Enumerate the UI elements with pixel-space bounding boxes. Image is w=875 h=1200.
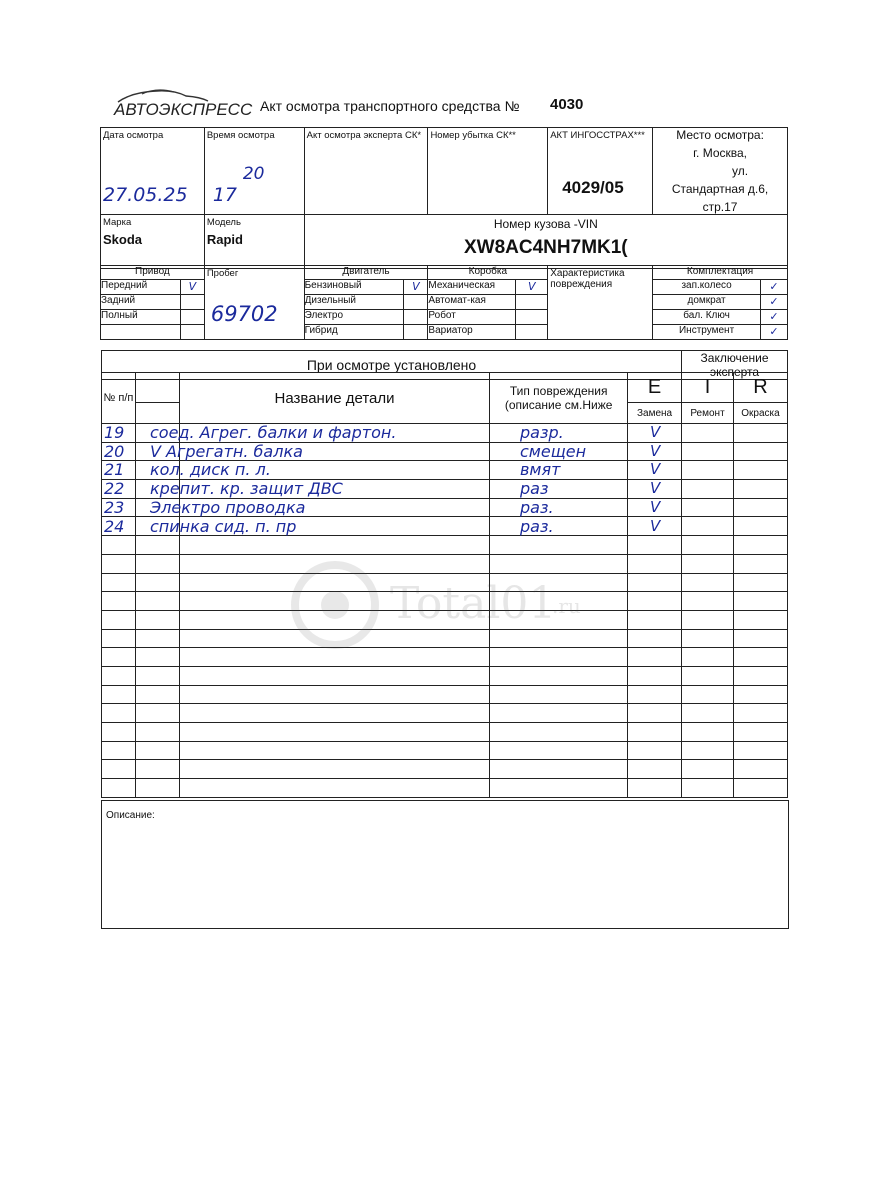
row-damage-type: вмят [520, 460, 561, 480]
table-cell [733, 779, 787, 798]
time-minutes: 20 [242, 164, 265, 184]
gearbox-check-2 [516, 310, 548, 325]
gearbox-option-0: Механическая [428, 280, 516, 295]
row-replace-mark: V [650, 460, 661, 479]
table-cell [682, 610, 734, 629]
row-part-name: кол. диск п. л. [150, 460, 271, 480]
row-number: 20 [104, 441, 125, 461]
table-cell [179, 760, 489, 779]
time-hour: 17 [212, 184, 238, 206]
kit-option-2: бал. Ключ [653, 310, 761, 325]
table-cell [733, 592, 787, 611]
row-number: 22 [104, 479, 125, 499]
ingos-label: АКТ ИНГОССТРАХ*** [550, 130, 645, 141]
table-cell [628, 610, 682, 629]
table-cell [135, 723, 179, 742]
table-cell [135, 741, 179, 760]
inspection-section-title: При осмотре установлено [102, 351, 682, 380]
kit-option-0: зап.колесо [653, 280, 761, 295]
drive-check-3 [180, 325, 204, 340]
kit-option-3: Инструмент [653, 325, 761, 340]
table-cell [733, 461, 787, 480]
vin-label: Номер кузова -VIN [493, 217, 598, 231]
table-cell [733, 704, 787, 723]
date-value: 27.05.25 [103, 184, 188, 206]
table-cell [733, 517, 787, 536]
table-cell [628, 723, 682, 742]
table-row [102, 666, 788, 685]
table-cell [682, 480, 734, 499]
place-line2: ул. [732, 164, 749, 178]
brand-label: Марка [103, 217, 132, 228]
place-cell [653, 128, 788, 215]
place-line3: Стандартная д.6, [671, 182, 769, 196]
engine-check-3 [404, 325, 428, 340]
description-box [101, 800, 789, 929]
engine-check-1 [404, 295, 428, 310]
table-cell [733, 480, 787, 499]
table-cell [682, 461, 734, 480]
table-cell [733, 629, 787, 648]
table-cell [135, 592, 179, 611]
watermark [290, 560, 610, 650]
table-cell [682, 442, 734, 461]
drive-header: Привод [101, 266, 205, 280]
blank-header-a [135, 373, 179, 403]
table-cell [490, 498, 628, 517]
table-cell [179, 779, 489, 798]
watermark-suffix: .ru [552, 594, 581, 618]
table-cell [490, 741, 628, 760]
drive-option-2: Полный [101, 310, 181, 325]
table-cell [733, 666, 787, 685]
table-cell [135, 685, 179, 704]
ingos-cell [548, 128, 653, 215]
drive-empty [101, 325, 181, 340]
model-cell [204, 215, 304, 269]
kit-check-0: ✓ [760, 280, 787, 295]
table-row [102, 648, 788, 667]
engine-header: Двигатель [304, 266, 428, 280]
table-cell [628, 592, 682, 611]
num-header: № п/п [102, 373, 136, 424]
model-value: Rapid [206, 232, 243, 247]
kit-header: Комплектация [653, 266, 788, 280]
date-label: Дата осмотра [103, 130, 164, 141]
engine-option-0: Бензиновый [304, 280, 404, 295]
row-part-name: крепит. кр. защит ДВС [150, 479, 343, 499]
table-cell [628, 629, 682, 648]
table-cell [179, 741, 489, 760]
table-cell [682, 573, 734, 592]
table-row [102, 760, 788, 779]
engine-option-2: Электро [304, 310, 404, 325]
row-part-name: соед. Агрег. балки и фартон. [150, 423, 397, 442]
table-cell [733, 498, 787, 517]
loss-number-cell [428, 128, 548, 215]
table-cell [490, 685, 628, 704]
table-cell [628, 760, 682, 779]
conclusion-title: Заключение эксперта [682, 351, 788, 380]
table-cell [682, 779, 734, 798]
table-cell [135, 610, 179, 629]
table-cell [135, 704, 179, 723]
watermark-text: Total01 [390, 578, 557, 629]
table-row [102, 741, 788, 760]
kit-check-3: ✓ [760, 325, 787, 340]
part-name-header: Название детали [179, 373, 489, 424]
table-row [102, 704, 788, 723]
table-cell [490, 760, 628, 779]
table-cell [179, 648, 489, 667]
table-cell [179, 704, 489, 723]
table-cell [102, 666, 136, 685]
table-cell [102, 610, 136, 629]
kit-check-2: ✓ [760, 310, 787, 325]
table-cell [102, 760, 136, 779]
table-cell [733, 685, 787, 704]
brand-cell [101, 215, 205, 269]
table-cell [102, 536, 136, 555]
row-replace-mark: V [650, 423, 661, 441]
table-cell [179, 723, 489, 742]
vin-cell [304, 215, 787, 269]
place-label: Место осмотра: [676, 128, 764, 142]
place-line4: стр.17 [702, 200, 738, 214]
company-logo [112, 88, 253, 122]
row-replace-mark: V [650, 479, 661, 498]
row-number: 21 [104, 460, 125, 480]
table-cell [628, 685, 682, 704]
ingos-value: 4029/05 [562, 178, 624, 197]
blank-header-b [135, 403, 179, 424]
damage-char-cell [548, 266, 653, 340]
table-cell [733, 573, 787, 592]
table-cell [733, 536, 787, 555]
table-cell [682, 723, 734, 742]
time-cell [204, 128, 304, 215]
table-cell [102, 723, 136, 742]
mileage-value: 69702 [210, 302, 278, 326]
table-cell [102, 741, 136, 760]
table-cell [733, 610, 787, 629]
expert-act-label: Акт осмотра эксперта СК* [306, 130, 422, 141]
model-label: Модель [206, 217, 241, 228]
table-cell [102, 779, 136, 798]
gearbox-check-3 [516, 325, 548, 340]
loss-number-label: Номер убытка СК** [430, 130, 516, 141]
table-cell [682, 592, 734, 611]
engine-check-2 [404, 310, 428, 325]
table-cell [490, 704, 628, 723]
table-cell [179, 685, 489, 704]
table-cell [135, 648, 179, 667]
drive-option-1: Задний [101, 295, 181, 310]
table-row [102, 685, 788, 704]
kit-option-1: домкрат [653, 295, 761, 310]
row-part-name: спинка сид. п. пр [150, 516, 297, 536]
expert-act-cell [304, 128, 428, 215]
col-e-sub: Замена [628, 403, 682, 424]
table-cell [682, 536, 734, 555]
gearbox-header: Коробка [428, 266, 548, 280]
col-i-header: I [682, 373, 734, 403]
table-cell [490, 648, 628, 667]
time-label: Время осмотра [206, 130, 275, 141]
drive-check-1 [180, 295, 204, 310]
row-damage-type: раз. [520, 497, 554, 517]
col-r-sub: Окраска [733, 403, 787, 424]
description-label: Описание: [106, 810, 155, 821]
row-part-name: V Агрегатн. балка [150, 441, 303, 461]
table-cell [135, 573, 179, 592]
table-cell [682, 666, 734, 685]
mileage-label: Пробег [206, 268, 239, 279]
gearbox-check-0: V [516, 280, 548, 295]
table-cell [682, 424, 734, 443]
table-cell [490, 480, 628, 499]
brand-value: Skoda [103, 232, 143, 247]
table-cell [490, 723, 628, 742]
row-damage-type: раз [520, 479, 549, 499]
table-cell [628, 779, 682, 798]
table-cell [682, 760, 734, 779]
table-cell [628, 666, 682, 685]
table-cell [628, 648, 682, 667]
table-cell [102, 554, 136, 573]
damage-type-header: Тип повреждения (описание см.Ниже [490, 373, 628, 424]
table-cell [628, 573, 682, 592]
table-cell [682, 685, 734, 704]
table-cell [628, 536, 682, 555]
table-cell [733, 648, 787, 667]
mileage-cell [204, 266, 304, 340]
table-cell [135, 760, 179, 779]
col-r-header: R [733, 373, 787, 403]
row-damage-type: раз. [520, 516, 554, 536]
row-part-name: Электро проводка [150, 497, 306, 517]
table-cell [682, 741, 734, 760]
table-cell [733, 723, 787, 742]
col-i-sub: Ремонт [682, 403, 734, 424]
row-number: 23 [104, 497, 125, 517]
table-cell [628, 704, 682, 723]
table-cell [102, 648, 136, 667]
table-cell [135, 536, 179, 555]
table-row [102, 779, 788, 798]
table-cell [490, 536, 628, 555]
table-cell [102, 592, 136, 611]
row-damage-type: смещен [520, 441, 587, 461]
drive-option-0: Передний [101, 280, 181, 295]
date-cell [101, 128, 205, 215]
gearbox-check-1 [516, 295, 548, 310]
table-cell [733, 442, 787, 461]
gearbox-option-2: Робот [428, 310, 516, 325]
engine-option-3: Гибрид [304, 325, 404, 340]
table-cell [628, 741, 682, 760]
document-number: 4030 [550, 96, 584, 113]
table-cell [682, 629, 734, 648]
place-line1: г. Москва, [693, 146, 747, 160]
table-cell [682, 517, 734, 536]
table-cell [490, 779, 628, 798]
table-cell [102, 629, 136, 648]
drive-check-2 [180, 310, 204, 325]
table-cell [733, 554, 787, 573]
engine-option-1: Дизельный [304, 295, 404, 310]
damage-char-label: Характеристика повреждения [550, 268, 625, 290]
table-cell [179, 666, 489, 685]
table-cell [135, 666, 179, 685]
vehicle-options-table [100, 265, 788, 340]
table-cell [682, 498, 734, 517]
row-replace-mark: V [650, 516, 661, 535]
row-replace-mark: V [650, 441, 661, 460]
table-cell [179, 536, 489, 555]
gearbox-option-3: Вариатор [428, 325, 516, 340]
row-number: 24 [104, 516, 125, 536]
table-row [102, 536, 788, 555]
table-cell [490, 666, 628, 685]
table-row [102, 723, 788, 742]
table-cell [490, 517, 628, 536]
logo-text: АВТОЭКСПРЕСС [114, 100, 253, 119]
row-damage-type: разр. [520, 423, 564, 442]
table-cell [733, 741, 787, 760]
table-cell [135, 554, 179, 573]
table-cell [628, 554, 682, 573]
table-cell [135, 629, 179, 648]
table-cell [135, 779, 179, 798]
row-number: 19 [104, 423, 125, 442]
table-cell [102, 704, 136, 723]
table-cell [682, 704, 734, 723]
col-e-header: E [628, 373, 682, 403]
drive-check-0: V [180, 280, 204, 295]
table-cell [733, 760, 787, 779]
table-cell [682, 554, 734, 573]
table-cell [102, 685, 136, 704]
table-cell [733, 424, 787, 443]
document-title: Акт осмотра транспортного средства № [260, 98, 520, 114]
table-cell [102, 573, 136, 592]
row-replace-mark: V [650, 497, 661, 516]
table-cell [682, 648, 734, 667]
gearbox-option-1: Автомат-кая [428, 295, 516, 310]
vehicle-info-table [100, 127, 788, 269]
kit-check-1: ✓ [760, 295, 787, 310]
vin-value: XW8AC4NH7MK1( [464, 237, 628, 258]
engine-check-0: V [404, 280, 428, 295]
